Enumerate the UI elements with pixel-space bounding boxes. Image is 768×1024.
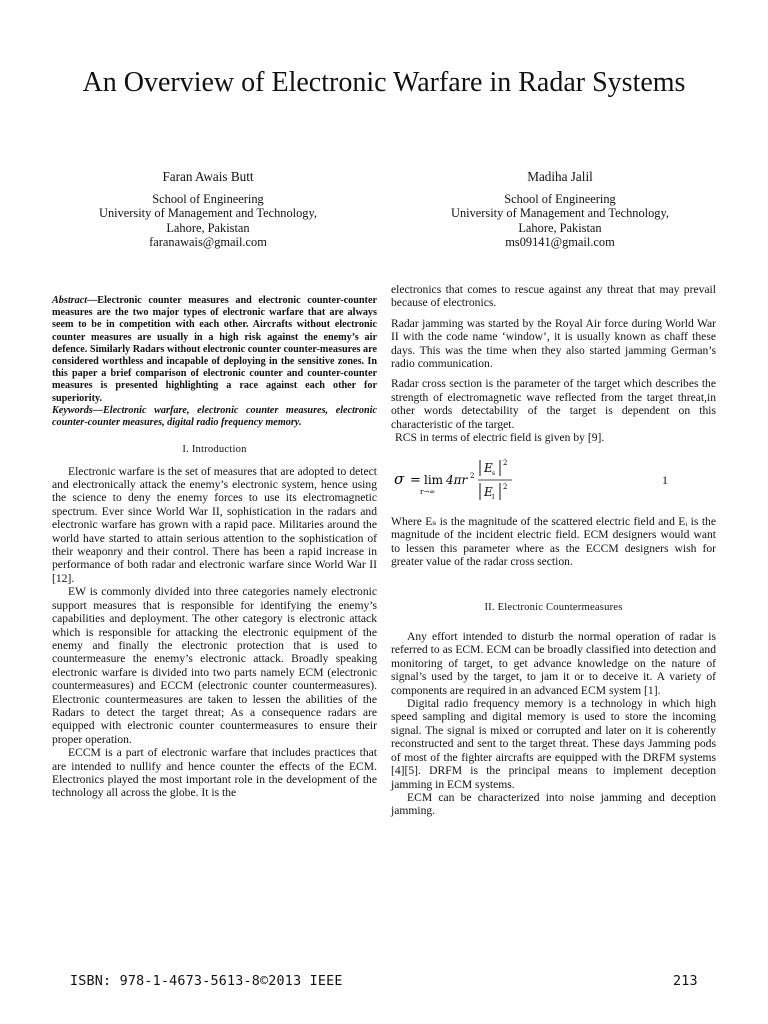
abstract-text: —Electronic counter measures and electronic counter-counter measures are the two major types of electronic warfare that are always seem to be in competition with each other. Aircrafts without electronic counter measures are usually in a high risk against the enemy’s air defence. Similarly Radars without electronic counter counter-measures are considered worthless and incapable of deploying in the sensitive zones. In this paper a brief comparison of electronic counter and counter-counter measures is presented highlighting a race against each other for superiority. [52,295,377,404]
eq-coef-exp: 2 [470,472,475,480]
author-university: University of Management and Technology, [99,206,317,220]
eq-lim-sub: r→∞ [420,488,436,496]
author-city: Lahore, Pakistan [518,220,602,235]
equation-number: 1 [662,473,668,487]
author-school: School of Engineering [152,191,264,206]
author-2 [440,170,680,250]
author-university: University of Management and Technology, [451,206,669,220]
rcs-equation [390,456,690,504]
eq-num-pow: 2 [503,459,508,467]
body-paragraph: EW is commonly divided into three categories namely electronic support measures that is responsible for identifying the enemy’s capabilities and deployment. The other category is electronic attack which is responsible for attacking the electronic equipment of the enemy and finally the electronic protection that is used to countermeasure the enemy’s electronic attack. Broadly speaking electronic warfare is divided into two parts namely ECM (electronic countermeasures) and ECCM (electronic counter countermeasures). Electronic countermeasures are taken to lessen the abilities of the Radars to detect the target threat; As a consequence radars are equipped with electronic counter countermeasures to ensure their proper operation. [52,585,377,746]
eq-num-sub: s [492,470,496,477]
body-paragraph: Where Eₛ is the magnitude of the scattered electric field and Eᵢ is the magnitude of the incident electric field. ECM designers would want to lessen this parameter where as the ECCM designers wish for greater value of the radar cross section. [391,515,716,569]
left-column [52,295,377,800]
footer-isbn: ISBN: 978-1-4673-5613-8©2013 IEEE [70,974,343,989]
eq-num: E [484,461,493,475]
rcs-line: RCS in terms of electric field is given by [9]. [395,431,605,445]
abstract-lead: Abstract [52,295,88,306]
right-column-top [391,283,716,444]
eq-den: E [484,485,493,499]
section-heading-introduction: I. Introduction [182,444,247,456]
abstract [52,295,377,405]
section-heading-ecm: II. Electronic Countermeasures [484,601,623,613]
author-1 [88,170,328,250]
eq-sigma: σ [394,470,405,488]
author-name: Madiha Jalil [527,169,593,184]
eq-den-sub: I [492,494,495,501]
eq-equals: = [410,473,421,488]
body-paragraph: Radar jamming was started by the Royal Air force during World War II with the code name ‘window’, it is usually known as chaff these days. This was the time when they also started jamming German’s radio communication. [391,316,716,371]
eq-den-pow: 2 [503,483,508,491]
eq-coef: 4πr [446,473,468,487]
body-paragraph: electronics that comes to rescue against any threat that may prevail because of electronics. [391,283,716,310]
body-paragraph: ECM can be characterized into noise jamming and deception jamming. [391,790,716,818]
author-city: Lahore, Pakistan [166,220,250,235]
author-name: Faran Awais Butt [162,169,254,184]
body-paragraph: ECCM is a part of electronic warfare that includes practices that are intended to nullify and hence counter the effects of the ECM. Electronics played the most important role in the development of the technology all across the globe. It is the [52,746,377,800]
body-paragraph: Digital radio frequency memory is a technology in which high speed sampling and digital memory is used to store the incoming signal. The signal is mixed or corrupted and later on it is coherently reconstructed and sent to the target threat. These days Jamming pods of most of the fighter aircrafts are equipped with the DRFM systems [4][5]. DRFM is the principal means to implement deception jamming in ECM systems. [391,697,716,791]
eq-lim: lim [424,473,444,487]
page-number: 213 [673,974,698,989]
paper-title: An Overview of Electronic Warfare in Radar Systems [82,67,686,98]
body-paragraph: Electronic warfare is the set of measures that are adopted to detect and electronically attack the enemy’s electronic system, hence using the science to deny the enemy forces to use its electromagnetic spectrum. Ever since World War II, sophistication in the radars and electronic warfare has grown with a rapid pace. Militaries around the world have started to attain serious attention to the sophistication of their weaponry and their control. There has been a rapid increase in performance of both radar and electronic warfare since World War II [12]. [52,464,377,585]
right-column-bottom [391,515,716,818]
author-email: faranawais@gmail.com [149,235,267,249]
body-paragraph: Any effort intended to disturb the normal operation of radar is referred to as ECM. ECM can be broadly classified into detection and monitoring of target, to get advance knowledge on the nature of signal’s used by the target, to jam it or to deceive it. A variety of components are required in an advanced ECM system [1]. [391,630,716,697]
keywords: Keywords—Electronic warfare, electronic counter measures, electronic counter-counter measures, digital radio frequency memory. [52,404,377,429]
author-email: ms09141@gmail.com [505,235,615,249]
body-paragraph: Radar cross section is the parameter of the target which describes the strength of electromagnetic wave reflected from the target threat,in other words detectability of the target is dependent on this characteristic of the target. [391,377,716,431]
author-school: School of Engineering [504,191,616,206]
